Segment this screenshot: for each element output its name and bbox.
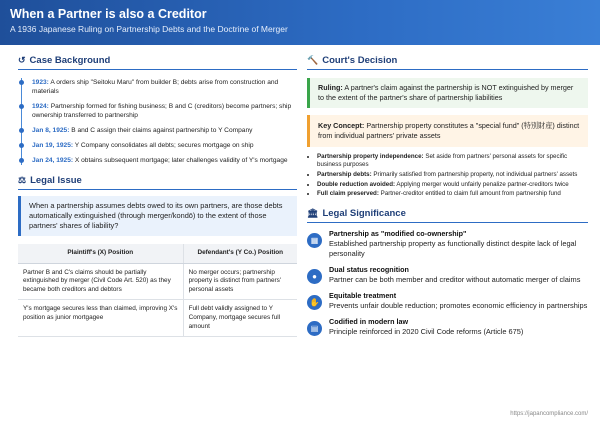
list-item: • Partnership debts: Primarily satisfied from partnership property, not individual partners' assets [317, 171, 588, 179]
table-header-row [18, 244, 297, 263]
timeline-event: Jan 19, 1925: Y Company consolidates all debts; secures mortgage on ship [32, 141, 297, 150]
courts-decision-heading: 🔨 Court's Decision [307, 55, 588, 70]
right-column [307, 55, 588, 337]
positions-table [18, 244, 297, 337]
significance-item: ▤ Codified in modern law Principle reinforced in 2020 Civil Code reforms (Article 675) [307, 317, 588, 337]
legal-significance-heading: 🏛 Legal Significance [307, 208, 588, 223]
case-background-heading: ↺ Case Background [18, 55, 297, 70]
significance-item: ✋ Equitable treatment Prevents unfair double reduction; promotes economic efficiency in partnerships [307, 291, 588, 311]
table-cell: No merger occurs; partnership property is distinct from partners' personal assets [183, 263, 297, 300]
significance-item: ▦ Partnership as "modified co-ownership" Established partnership property as functionally distinct despite lack of legal personality [307, 229, 588, 259]
scale-icon: ⚖ [18, 175, 27, 185]
legal-issue-heading: ⚖ Legal Issue [18, 175, 297, 190]
user-icon: ● [307, 269, 322, 284]
handshake-icon: ✋ [307, 295, 322, 310]
history-icon: ↺ [18, 55, 26, 65]
table-row [18, 263, 297, 300]
list-item: • Full claim preserved: Partner-creditor entitled to claim full amount from partnership fund [317, 190, 588, 198]
list-item: • Partnership property independence: Set aside from partners' personal assets for specific business purposes [317, 153, 588, 169]
defendant-column-header: Defendant's (Y Co.) Position [183, 244, 297, 263]
left-column [18, 55, 297, 337]
table-cell: Full debt validly assigned to Y Company, mortgage secures full amount [183, 300, 297, 337]
table-cell: Y's mortgage secures less than claimed, improving X's position as junior mortgagee [18, 300, 183, 337]
plaintiff-column-header: Plaintiff's (X) Position [18, 244, 183, 263]
list-item: • Double reduction avoided: Applying merger would unfairly penalize partner-creditors twice [317, 181, 588, 189]
key-concept-box: Key Concept: Partnership property constitutes a "special fund" (特別財産) distinct from individual partners' private assets [307, 115, 588, 147]
gavel-icon: 🔨 [307, 55, 319, 65]
timeline-event: Jan 8, 1925: B and C assign their claims against partnership to Y Company [32, 126, 297, 135]
book-icon: ▤ [307, 321, 322, 336]
table-cell: Partner B and C's claims should be partially extinguished by merger (Civil Code Art. 520) as they became both creditors and debtors [18, 263, 183, 300]
decision-points [307, 153, 588, 199]
page-title: When a Partner is also a Creditor [10, 7, 207, 21]
page-subtitle: A 1936 Japanese Ruling on Partnership Debts and the Doctrine of Merger [10, 24, 288, 34]
building-icon: ▦ [307, 233, 322, 248]
ruling-box: Ruling: A partner's claim against the partnership is NOT extinguished by merger to the extent of the partner's share of partnership liabilities [307, 78, 588, 108]
timeline-event: 1924: Partnership formed for fishing business; B and C (creditors) become partners; ship ownership transferred to partnership [32, 102, 297, 120]
landmark-icon: 🏛 [307, 207, 319, 218]
timeline-event: 1923: A orders ship "Seitoku Maru" from builder B; debts arise from construction and materials [32, 78, 297, 96]
table-row [18, 300, 297, 337]
timeline-event: Jan 24, 1925: X obtains subsequent mortgage; later challenges validity of Y's mortgage [32, 156, 297, 165]
footer-url[interactable]: https://japancompliance.com/ [510, 411, 588, 417]
significance-item: ● Dual status recognition Partner can be both member and creditor without automatic merger of claims [307, 265, 588, 285]
page-header [0, 0, 600, 45]
legal-issue-question: When a partnership assumes debts owed to its own partners, are those debts automatically extinguished (through merger/kondō) to the extent of those partners' shares of liability? [18, 196, 297, 236]
timeline [21, 78, 297, 165]
